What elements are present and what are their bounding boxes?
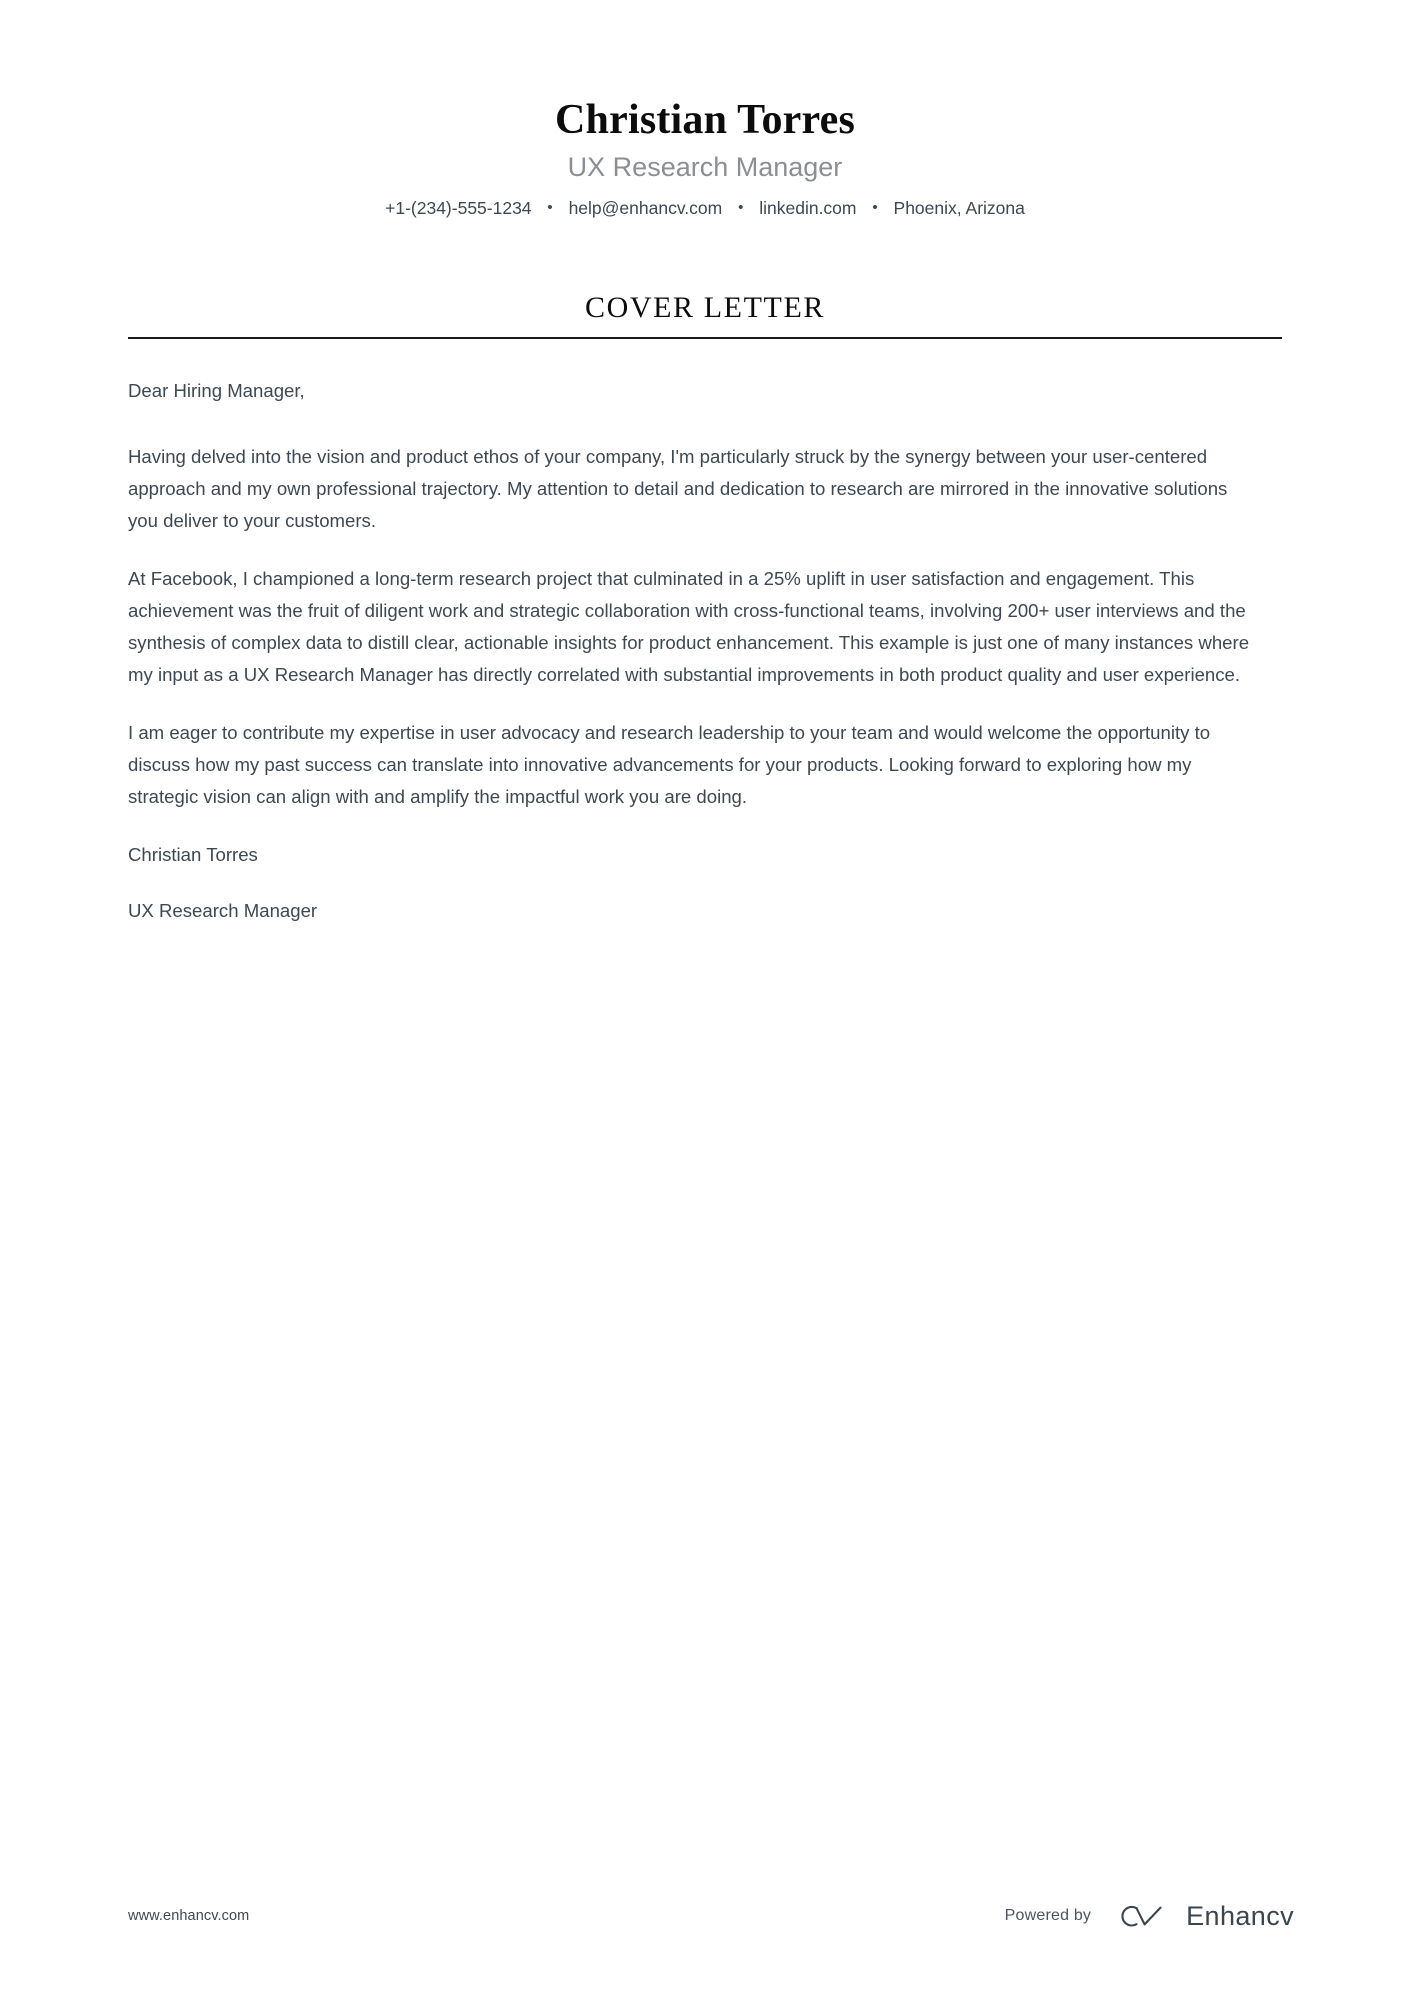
section-divider (128, 337, 1282, 339)
letter-paragraph: Having delved into the vision and product ethos of your company, I'm particularly struck by the synergy between your user-centered approach and my own professional trajectory. My attention to detail and dedication to research are mirrored in the innovative solutions you deliver to your customers. (128, 445, 1228, 531)
section-header (0, 291, 1410, 339)
contact-phone: +1-(234)-555-1234 (385, 198, 532, 219)
enhancv-mark-icon (1110, 1899, 1172, 1933)
contact-linkedin[interactable]: linkedin.com (759, 198, 857, 219)
contact-separator-icon: • (738, 199, 744, 217)
signature-name: Christian Torres (128, 843, 258, 865)
document-header (0, 0, 1410, 221)
section-title: COVER LETTER (584, 290, 825, 324)
candidate-name: Christian Torres (555, 97, 855, 143)
enhancv-logo (1110, 1899, 1294, 1933)
contact-line (0, 196, 1410, 221)
signature-role: UX Research Manager (128, 899, 318, 921)
candidate-role: UX Research Manager (567, 152, 843, 183)
powered-by-label: Powered by (1004, 1907, 1092, 1924)
letter-body (0, 375, 1410, 927)
footer-website-url[interactable]: www.enhancv.com (128, 1908, 250, 1924)
letter-paragraph: I am eager to contribute my expertise in user advocacy and research leadership to your team and would welcome the opportunity to discuss how my past success can translate into innovative advancements for your products. Looking forward to exploring how my strategic vision can align with and amplify the impactful work you are doing. (128, 721, 1211, 807)
letter-salutation: Dear Hiring Manager, (128, 379, 305, 401)
enhancv-wordmark: Enhancv (1186, 1900, 1294, 1931)
contact-email[interactable]: help@enhancv.com (568, 198, 723, 219)
letter-paragraph: At Facebook, I championed a long-term research project that culminated in a 25% uplift in user satisfaction and engagement. This achievement was the fruit of diligent work and strategic collaboration with cross-functional teams, involving 200+ user interviews and the synthesis of complex data to distill clear, actionable insights for product enhancement. This example is just one of many instances where my input as a UX Research Manager has directly correlated with substantial improvements in both product quality and user experience. (128, 567, 1250, 685)
document-footer (0, 1899, 1410, 1933)
contact-separator-icon: • (872, 199, 878, 217)
footer-brand-block (1005, 1899, 1294, 1933)
contact-separator-icon: • (547, 199, 553, 217)
contact-location: Phoenix, Arizona (893, 198, 1025, 219)
